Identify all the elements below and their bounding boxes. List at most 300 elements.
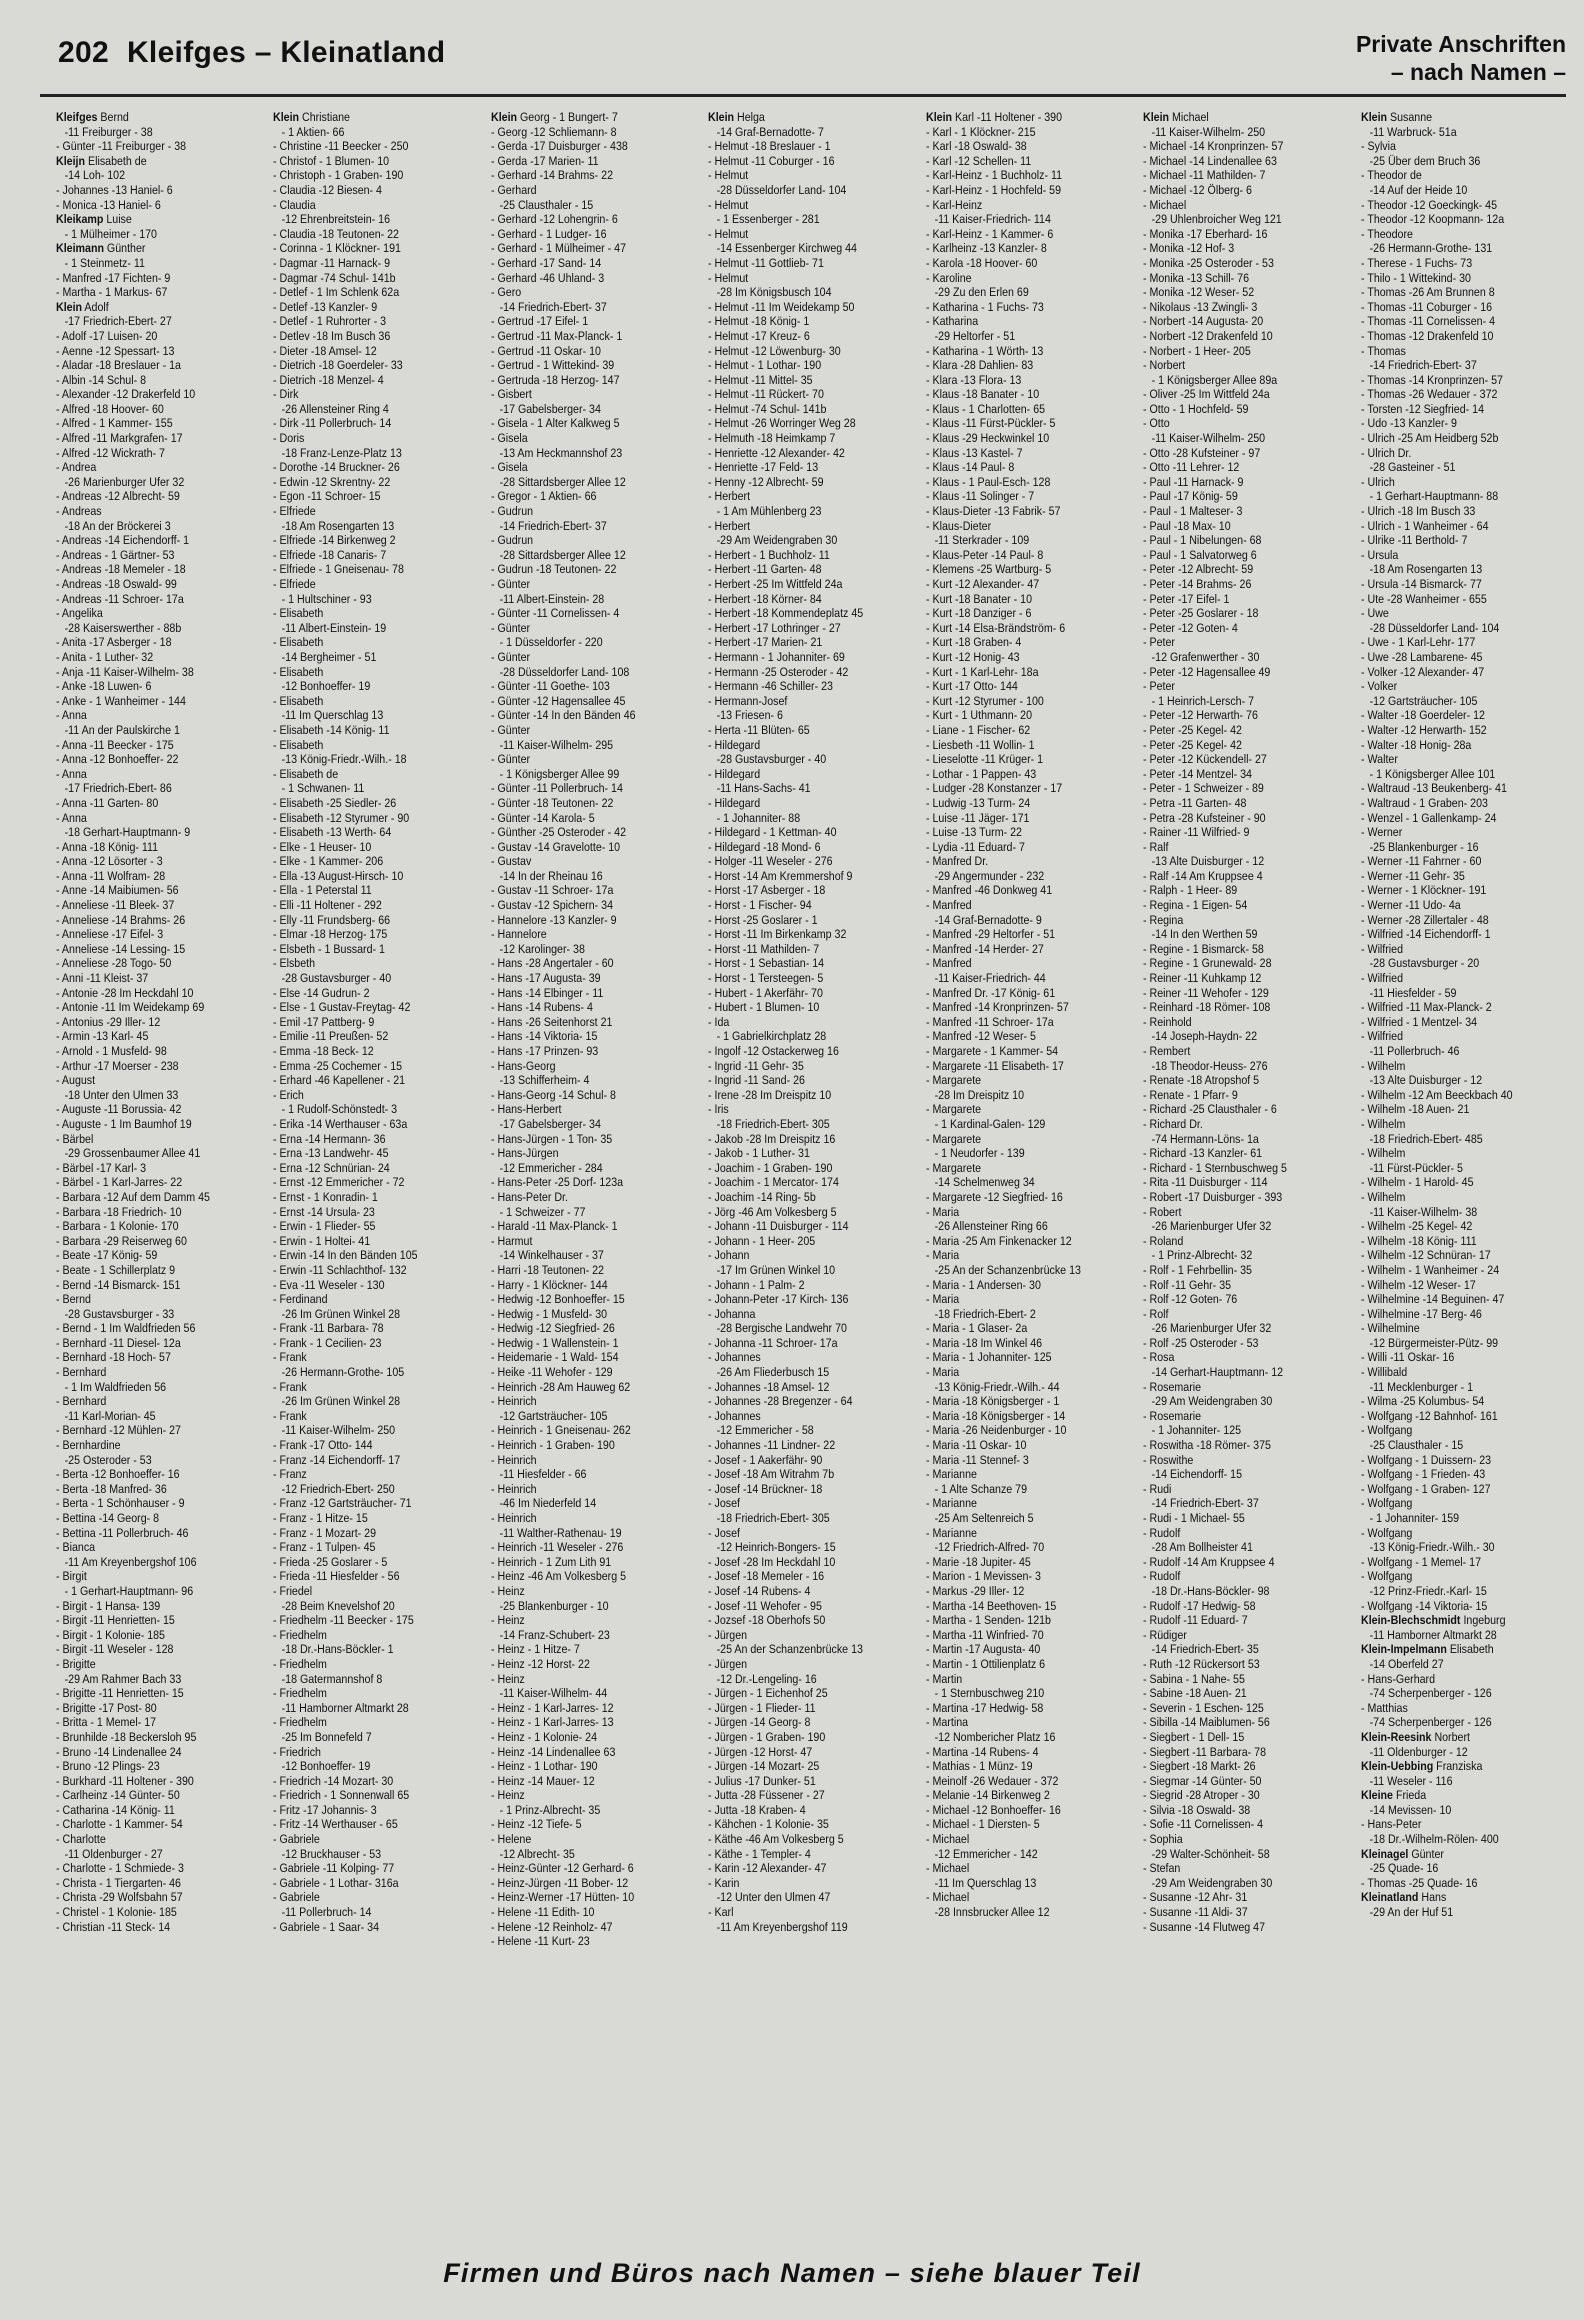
listing-entry: - Herbert -18 Körner- 84 <box>708 591 822 606</box>
listing-entry: - Josef -14 Rubens- 4 <box>708 1583 811 1598</box>
listing-entry: - Bernd -14 Bismarck- 151 <box>56 1277 181 1292</box>
listing-entry: - Bernd <box>56 1292 91 1307</box>
listing-entry: -74 Hermann-Löns- 1a <box>1151 1131 1259 1146</box>
listing-entry: - Heinrich <box>490 1511 537 1525</box>
listing-entry: -14 Eichendorff- 15 <box>1151 1467 1243 1482</box>
listing-entry: - Kurt -18 Graben- 4 <box>925 635 1022 650</box>
listing-entry: - Charlotte - 1 Kammer- 54 <box>56 1817 183 1832</box>
listing-entry: -28 Bergische Landwehr 70 <box>716 1321 848 1336</box>
listing-entry: -25 Im Bonnefeld 7 <box>282 1729 373 1744</box>
listing-entry: - Franz -14 Eichendorff- 17 <box>273 1452 401 1467</box>
listing-entry: - Detlef - 1 Im Schlenk 62a <box>273 285 400 300</box>
listing-entry: - Wilma -25 Kolumbus- 54 <box>1360 1394 1484 1409</box>
listing-entry: - Georg -12 Schliemann- 8 <box>490 124 617 139</box>
listing-entry: - Gisela <box>490 431 528 446</box>
listing-entry: - Maria -11 Oskar- 10 <box>925 1438 1027 1453</box>
listing-entry: - Elisabeth <box>273 606 324 621</box>
listing-entry: - Carlheinz -14 Günter- 50 <box>56 1788 180 1803</box>
listing-entry: - Erwin -11 Schlachthof- 132 <box>273 1262 408 1277</box>
listing-entry: - Christa - 1 Tiergarten- 46 <box>56 1875 181 1890</box>
section-title-line2: – nach Namen – <box>1390 59 1566 85</box>
listing-entry: - Marion - 1 Mevissen- 3 <box>925 1569 1041 1584</box>
listing-entry: - Margarete <box>925 1073 981 1088</box>
listing-entry: - Gerhard - 1 Mülheimer - 47 <box>490 241 626 256</box>
listing-entry: - Berta -18 Manfred- 36 <box>56 1481 167 1496</box>
listing-entry: - Heinrich - 1 Gneisenau- 262 <box>490 1423 631 1438</box>
listing-entry: - Jozsef -18 Oberhofs 50 <box>708 1613 826 1628</box>
surname: Klein-Uebbing <box>1360 1759 1433 1774</box>
listing-entry: -18 Gerhart-Hauptmann- 9 <box>64 825 191 840</box>
listing-entry: - Bernhard -11 Diesel- 12a <box>56 1335 181 1350</box>
listing-entry: - Bettina -14 Georg- 8 <box>56 1511 160 1525</box>
listing-entry: - Herbert <box>708 518 751 533</box>
listing-entry: -14 Graf-Bernadotte- 9 <box>934 912 1042 927</box>
listing-entry: - Jürgen <box>708 1656 748 1671</box>
listing-entry: - Otto -11 Lehrer- 12 <box>1143 460 1240 475</box>
listing-entry: - Hans -14 Rubens- 4 <box>490 1000 593 1015</box>
listing-entry: -11 Pollerbruch- 46 <box>1369 1044 1459 1058</box>
listing-entry: - Jakob - 1 Luther- 31 <box>708 1146 811 1161</box>
listing-entry: - Dagmar -11 Harnack- 9 <box>273 255 391 270</box>
listing-entry: - Heinz - 1 Karl-Jarres- 12 <box>490 1700 614 1715</box>
listing-entry: - Gabriele - 1 Saar- 34 <box>273 1919 380 1934</box>
listing-entry: - Gustav -11 Schroer- 17a <box>490 883 614 898</box>
surname: Kleimann <box>56 241 104 256</box>
listing-entry: - Andrea <box>56 460 97 475</box>
listing-entry: - Wilhelm -12 Weser- 17 <box>1360 1277 1476 1292</box>
listing-entry: - Hubert - 1 Blumen- 10 <box>708 1000 820 1015</box>
listing-entry: - Johannes <box>708 1350 761 1365</box>
listing-entry: - Alfred -11 Markgrafen- 17 <box>56 431 183 446</box>
listing-entry: - Herbert - 1 Buchholz- 11 <box>708 547 831 562</box>
listing-entry: - Anna <box>56 766 87 781</box>
listing-entry: - Petra -28 Kufsteiner - 90 <box>1143 810 1266 825</box>
listing-entry: Klein-Reesink Norbert <box>1360 1729 1470 1744</box>
listing-entry: - Gudrun <box>490 533 533 548</box>
listing-entry: -14 Schelmenweg 34 <box>934 1175 1035 1190</box>
listing-entry: -14 Mevissen- 10 <box>1369 1802 1451 1817</box>
listing-entry: - Gisela - 1 Alter Kalkweg 5 <box>490 416 620 431</box>
listing-entry: - Fritz -14 Werthauser - 65 <box>273 1817 399 1832</box>
listing-entry: -74 Scherpenberger - 126 <box>1369 1686 1492 1701</box>
listing-entry: -14 In der Rheinau 16 <box>499 868 603 883</box>
listing-entry: - Elisabeth <box>273 635 324 650</box>
listing-entry: - Hubert - 1 Akerfähr- 70 <box>708 985 824 1000</box>
listing-entry: -11 Hiesfelder - 59 <box>1369 985 1457 1000</box>
listing-entry: - Joachim - 1 Mercator- 174 <box>708 1175 840 1190</box>
surname: Klein <box>708 110 735 124</box>
listing-entry: - Klemens -25 Wartburg- 5 <box>925 562 1051 577</box>
listing-entry: - Manfred -12 Weser- 5 <box>925 1029 1036 1044</box>
listing-entry: - Bettina -11 Pollerbruch- 46 <box>56 1525 189 1540</box>
listing-entry: - Harald -11 Max-Planck- 1 <box>490 1219 618 1234</box>
listing-entry: - Werner -11 Gehr- 35 <box>1360 868 1465 883</box>
listing-entry: - Berta - 1 Schönhauser - 9 <box>56 1496 185 1511</box>
listing-entry: -12 Bonhoeffer- 19 <box>282 1759 371 1774</box>
listing-entry: - Birgit - 1 Kolonie- 185 <box>56 1627 165 1642</box>
listing-entry: - Kurt - 1 Uthmann- 20 <box>925 708 1032 723</box>
listing-entry: - 1 Hultschiner - 93 <box>282 591 373 606</box>
listing-entry: - Walter -18 Goerdeler- 12 <box>1360 708 1485 723</box>
listing-entry: - Günter -11 Pollerbruch- 14 <box>490 781 623 796</box>
listing-entry: - Arnold - 1 Musfeld- 98 <box>56 1044 167 1058</box>
listing-entry: - Birgit -11 Henrietten- 15 <box>56 1613 175 1628</box>
listing-entry: - Jutta -28 Füssener - 27 <box>708 1788 825 1803</box>
listing-entry: - Gudrun <box>490 504 533 519</box>
listing-entry: - Wilfried -11 Max-Planck- 2 <box>1360 1000 1492 1015</box>
listing-entry: - Helmut -11 Gottlieb- 71 <box>708 255 825 270</box>
listing-entry: - Jürgen -14 Mozart- 25 <box>708 1759 820 1774</box>
listing-entry: -13 Alte Duisburger - 12 <box>1369 1073 1482 1088</box>
listing-entry: - Margarete <box>925 1102 981 1117</box>
listing-entry: - Wolfgang -14 Viktoria- 15 <box>1360 1598 1487 1613</box>
listing-entry: - 1 Prinz-Albrecht- 32 <box>1151 1248 1253 1263</box>
listing-entry: - Günter <box>490 752 530 767</box>
listing-entry: - 1 Schweizer - 77 <box>499 1204 586 1219</box>
listing-entry: - Wilhelmine <box>1360 1321 1420 1336</box>
listing-entry: -11 Im Querschlag 13 <box>934 1875 1036 1890</box>
listing-entry: - Friedrich -14 Mozart- 30 <box>273 1773 394 1788</box>
listing-entry: - Auguste - 1 Im Baumhof 19 <box>56 1116 192 1131</box>
listing-entry: -12 Emmericher - 58 <box>716 1423 814 1438</box>
listing-entry: - Wilhelm -12 Am Beeckbach 40 <box>1360 1087 1513 1102</box>
listing-entry: - Wilhelm <box>1360 1116 1405 1131</box>
listing-entry: - Karola -18 Hoover- 60 <box>925 255 1038 270</box>
listing-entry: - Armin -13 Karl- 45 <box>56 1029 149 1044</box>
listing-entry: - Günter <box>490 620 530 635</box>
surname: Kleine <box>1360 1788 1393 1803</box>
listing-entry: - Horst -11 Mathilden- 7 <box>708 941 820 956</box>
listing-entry: - Marianne <box>925 1496 977 1511</box>
listing-entry: - Rolf -12 Goten- 76 <box>1143 1292 1238 1307</box>
listing-entry: - Hedwig -12 Siegfried- 26 <box>490 1321 615 1336</box>
listing-entry: - Manfred Dr. -17 König- 61 <box>925 985 1055 1000</box>
listing-entry: - 1 Königsberger Allee 89a <box>1151 372 1278 387</box>
listing-entry: - Klaus-Dieter -13 Fabrik- 57 <box>925 504 1061 519</box>
listing-entry: - Kurt -12 Styrumer - 100 <box>925 693 1044 708</box>
listing-entry: - Hannelore <box>490 927 547 942</box>
listing-entry: - Jürgen - 1 Eichenhof 25 <box>708 1686 828 1701</box>
listing-entry: - Hildegard <box>708 737 761 752</box>
listing-entry: - Henriette -17 Feld- 13 <box>708 460 819 475</box>
surname: Kleikamp <box>56 212 104 227</box>
listing-entry: - Joachim -14 Ring- 5b <box>708 1189 817 1204</box>
listing-entry: - Günter -11 Freiburger - 38 <box>56 139 187 154</box>
listing-entry: - Herta -11 Blüten- 65 <box>708 722 810 737</box>
listing-entry: - Michael -14 Lindenallee 63 <box>1143 153 1277 168</box>
listing-entry: - Rolf - 1 Fehrbellin- 35 <box>1143 1262 1253 1277</box>
listing-entry: - Ursula <box>1360 547 1398 562</box>
listing-entry: - Günter <box>490 649 530 664</box>
listing-entry: -26 Marienburger Ufer 32 <box>64 474 185 489</box>
listing-entry: - Erna -12 Schnürian- 24 <box>273 1160 391 1175</box>
listing-entry: - Rembert <box>1143 1044 1191 1058</box>
listing-entry: - Ralf -14 Am Kruppsee 4 <box>1143 868 1263 883</box>
listing-entry: -11 Oldenburger - 12 <box>1369 1744 1468 1759</box>
listing-entry: -18 Dr.-Hans-Böckler- 98 <box>1151 1583 1270 1598</box>
listing-entry: - Friedhelm <box>273 1686 328 1701</box>
listing-entry: -12 Grafenwerther - 30 <box>1151 649 1260 664</box>
listing-entry: - Rolf -11 Gehr- 35 <box>1143 1277 1232 1292</box>
listing-entry: Kleine Frieda <box>1360 1788 1426 1803</box>
listing-entry: - Martha - 1 Markus- 67 <box>56 285 168 300</box>
listing-entry: - Rudolf -17 Hedwig- 58 <box>1143 1598 1256 1613</box>
listing-entry: - Frieda -11 Hiesfelder - 56 <box>273 1569 400 1584</box>
listing-entry: Klein-Blechschmidt Ingeburg <box>1360 1613 1506 1628</box>
listing-entry: - Rita -11 Duisburger - 114 <box>1143 1175 1268 1190</box>
listing-entry: - Heinz -46 Am Volkesberg 5 <box>490 1569 626 1584</box>
listing-entry: - Manfred -14 Herder- 27 <box>925 941 1044 956</box>
listing-entry: - Alfred -12 Wickrath- 7 <box>56 445 165 460</box>
listing-entry: - Hans-Jürgen - 1 Ton- 35 <box>490 1131 613 1146</box>
listing-entry: -18 Dr.-Wilhelm-Rölen- 400 <box>1369 1832 1499 1847</box>
listing-entry: - Paul -17 König- 59 <box>1143 489 1238 504</box>
listing-entry: - Ulrich Dr. <box>1360 445 1411 460</box>
listing-entry: - Hans-Gerhard <box>1360 1671 1435 1686</box>
listing-entry: Klein-Impelmann Elisabeth <box>1360 1642 1494 1657</box>
listing-entry: - Monika -25 Osteroder - 53 <box>1143 255 1275 270</box>
listing-entry: - Richard -13 Kanzler- 61 <box>1143 1146 1263 1161</box>
listing-entry: - Heinz-Jürgen -11 Bober- 12 <box>490 1875 629 1890</box>
listing-entry: - Ingrid -11 Sand- 26 <box>708 1073 806 1088</box>
listing-entry: - Gertrud -11 Max-Planck- 1 <box>490 328 623 343</box>
listing-entry: -14 Friedrich-Ebert- 37 <box>1369 358 1477 373</box>
listing-entry: - 1 Essenberger - 281 <box>716 212 820 227</box>
listing-entry: - Günter <box>490 577 530 591</box>
listing-entry: - Anne -14 Maibiumen- 56 <box>56 883 179 898</box>
listing-entry: -12 Friedrich-Ebert- 250 <box>282 1481 396 1496</box>
listing-entry: -11 Albert-Einstein- 28 <box>499 591 605 606</box>
listing-entry: - Petra -11 Garten- 48 <box>1143 795 1247 810</box>
listing-entry: - Sabina - 1 Nahe- 55 <box>1143 1671 1245 1686</box>
listing-entry: Klein Karl -11 Holtener - 390 <box>925 110 1062 124</box>
listing-entry: - Wolfgang - 1 Frieden- 43 <box>1360 1467 1485 1482</box>
listing-entry: - Susanne -11 Aldi- 37 <box>1143 1905 1248 1920</box>
surname: Klein <box>1143 110 1170 124</box>
listing-entry: - Karin <box>708 1875 740 1890</box>
listing-entry: - Günter -18 Teutonen- 22 <box>490 795 614 810</box>
listing-entry: -11 Hiesfelder - 66 <box>499 1467 587 1482</box>
listing-entry: - Thomas -26 Wedauer - 372 <box>1360 387 1497 402</box>
listing-entry: -14 Friedrich-Ebert- 37 <box>499 518 607 533</box>
listing-entry: - Peter -25 Kegel- 42 <box>1143 722 1243 737</box>
listing-entry: Klein Christiane <box>273 110 351 124</box>
listing-entry: - Andreas -11 Schroer- 17a <box>56 591 184 606</box>
listing-entry: - Gregor - 1 Aktien- 66 <box>490 489 597 504</box>
listing-entry: -11 Im Querschlag 13 <box>282 708 384 723</box>
listing-entry: - Kurt - 1 Karl-Lehr- 18a <box>925 664 1039 679</box>
listing-entry: -12 Bruckhauser - 53 <box>282 1846 382 1861</box>
listing-entry: - Christian -11 Steck- 14 <box>56 1919 171 1934</box>
listing-entry: - Ulrich -25 Am Heidberg 52b <box>1360 431 1498 446</box>
listing-entry: - Waltraud - 1 Graben- 203 <box>1360 795 1488 810</box>
listing-entry: - Hermann - 1 Johanniter- 69 <box>708 649 846 664</box>
listing-entry: -12 Heinrich-Bongers- 15 <box>716 1540 836 1555</box>
listing-entry: - Dieter -18 Amsel- 12 <box>273 343 378 358</box>
listing-entry: - Uwe -28 Lambarene- 45 <box>1360 649 1482 664</box>
listing-entry: - Ferdinand <box>273 1292 328 1307</box>
listing-entry: - Uwe - 1 Karl-Lehr- 177 <box>1360 635 1475 650</box>
listing-entry: - Theodor -12 Goeckingk- 45 <box>1360 197 1497 212</box>
listing-entry: -29 Grossenbaumer Allee 41 <box>64 1146 201 1161</box>
listing-entry: - Rudolf <box>1143 1569 1181 1584</box>
listing-entry: -28 Am Bollheister 41 <box>1151 1540 1254 1555</box>
listing-entry: -18 Franz-Lenze-Platz 13 <box>282 445 403 460</box>
listing-entry: -29 Zu den Erlen 69 <box>934 285 1029 300</box>
listing-entry: - Heinrich <box>490 1452 537 1467</box>
listing-entry: - Johannes -13 Haniel- 6 <box>56 182 173 197</box>
listing-entry: - Margarete - 1 Kammer- 54 <box>925 1044 1058 1058</box>
listing-entry: -17 Im Grünen Winkel 10 <box>716 1262 836 1277</box>
listing-entry: -18 An der Bröckerei 3 <box>64 518 171 533</box>
listing-entry: -11 Kaiser-Wilhelm- 44 <box>499 1686 608 1701</box>
listing-entry: -28 Düsseldorfer Land- 104 <box>716 182 847 197</box>
listing-entry: - Michael -12 Ölberg- 6 <box>1143 182 1253 197</box>
listing-entry: -18 Friedrich-Ebert- 485 <box>1369 1131 1483 1146</box>
listing-entry: -28 Düsseldorfer Land- 108 <box>499 664 630 679</box>
listing-column <box>708 110 883 2240</box>
listing-entry: - Rolf <box>1143 1306 1169 1321</box>
listing-entry: - 1 Königsberger Allee 101 <box>1369 766 1495 781</box>
listing-entry: - Maria <box>925 1204 959 1219</box>
listing-entry: -12 Nombericher Platz 16 <box>934 1729 1056 1744</box>
listing-entry: - 1 Schwanen- 11 <box>282 781 365 796</box>
listing-entry: -18 Theodor-Heuss- 276 <box>1151 1058 1268 1073</box>
listing-entry: - Martha -14 Beethoven- 15 <box>925 1598 1057 1613</box>
listing-entry: - Andreas <box>56 504 102 519</box>
listing-entry: - Hans -14 Elbinger - 11 <box>490 985 604 1000</box>
listing-entry: - Heinrich -28 Am Hauweg 62 <box>490 1379 631 1394</box>
listing-entry: - Kurt -17 Otto- 144 <box>925 679 1018 694</box>
listing-entry: - Ulrich -18 Im Busch 33 <box>1360 504 1475 519</box>
listing-entry: - Anneliese -14 Lessing- 15 <box>56 941 186 956</box>
listing-entry: - Johanna <box>708 1306 756 1321</box>
listing-entry: - Thomas -26 Am Brunnen 8 <box>1360 285 1495 300</box>
listing-entry: - Wolfgang - 1 Graben- 127 <box>1360 1481 1491 1496</box>
listing-entry: - Walter <box>1360 752 1398 767</box>
listing-entry: - Birgit -11 Weseler - 128 <box>56 1642 174 1657</box>
listing-entry: - Wilfried - 1 Mentzel- 34 <box>1360 1014 1477 1029</box>
listing-entry: - Karoline <box>925 270 972 285</box>
listing-entry: -18 Friedrich-Ebert- 305 <box>716 1511 830 1525</box>
listing-entry: - Walter -12 Herwarth- 152 <box>1360 722 1487 737</box>
listing-entry: - Heinz -12 Tiefe- 5 <box>490 1817 582 1832</box>
listing-entry: -11 Hamborner Altmarkt 28 <box>1369 1627 1497 1642</box>
listing-entry: - Anita - 1 Luther- 32 <box>56 649 154 664</box>
listing-entry: - Andreas - 1 Gärtner- 53 <box>56 547 175 562</box>
listing-entry: - Sofie -11 Cornelissen- 4 <box>1143 1817 1264 1832</box>
listing-entry: - Harri -18 Teutonen- 22 <box>490 1262 604 1277</box>
listing-entry: - Elfriede <box>273 577 317 591</box>
listing-entry: - Anita -17 Asberger - 18 <box>56 635 172 650</box>
listing-entry: -18 Am Rosengarten 13 <box>282 518 395 533</box>
listing-entry: - 1 Gabrielkirchplatz 28 <box>716 1029 827 1044</box>
listing-entry: - Christa -29 Wolfsbahn 57 <box>56 1890 183 1905</box>
listing-entry: - Dirk -11 Pollerbruch- 14 <box>273 416 392 431</box>
listing-entry: - Klara -13 Flora- 13 <box>925 372 1022 387</box>
listing-entry: - Frank <box>273 1379 308 1394</box>
listing-entry: - Wolfgang <box>1360 1496 1412 1511</box>
listing-entry: - Wilhelm -18 Auen- 21 <box>1360 1102 1469 1117</box>
listing-entry: - Roswitha -18 Römer- 375 <box>1143 1438 1272 1453</box>
listing-columns <box>56 110 1564 2240</box>
listing-entry: - Andreas -14 Eichendorff- 1 <box>56 533 190 548</box>
listing-entry: -26 Im Grünen Winkel 28 <box>282 1306 401 1321</box>
listing-entry: - Martin -17 Augusta- 40 <box>925 1642 1041 1657</box>
listing-entry: - Karl - 1 Klöckner- 215 <box>925 124 1036 139</box>
listing-entry: - Bärbel <box>56 1131 94 1146</box>
listing-entry: - Aladar -18 Breslauer - 1a <box>56 358 181 373</box>
listing-entry: - Heinz <box>490 1671 525 1686</box>
listing-entry: - Ida <box>708 1014 730 1029</box>
listing-entry: - Peter -25 Kegel- 42 <box>1143 737 1243 752</box>
listing-entry: - Elisabeth -14 König- 11 <box>273 722 390 737</box>
listing-entry: - Monika -13 Schill- 76 <box>1143 270 1250 285</box>
listing-entry: - Maria - 1 Johanniter- 125 <box>925 1350 1052 1365</box>
listing-entry: - Theodore <box>1360 226 1413 241</box>
surname: Klein-Reesink <box>1360 1729 1432 1744</box>
listing-entry: - Gertrud -17 Eifel- 1 <box>490 314 588 329</box>
listing-entry: - Lieselotte -11 Krüger- 1 <box>925 752 1043 767</box>
listing-entry: Klein Helga <box>708 110 766 124</box>
listing-entry: - Siegbert -11 Barbara- 78 <box>1143 1744 1267 1759</box>
listing-entry: - Wilhelmine -14 Beguinen- 47 <box>1360 1292 1504 1307</box>
listing-entry: - Johann - 1 Heer- 205 <box>708 1233 816 1248</box>
listing-entry: - Monika -12 Hof- 3 <box>1143 241 1235 256</box>
listing-entry: - Johann-Peter -17 Kirch- 136 <box>708 1292 849 1307</box>
section-title-line1: Private Anschriften <box>1355 31 1566 57</box>
listing-entry: - Ute -28 Wanheimer - 655 <box>1360 591 1487 606</box>
listing-entry: -12 Gartsträucher- 105 <box>1369 693 1477 708</box>
listing-entry: - Egon -11 Schroer- 15 <box>273 489 382 504</box>
listing-entry: - Angelika <box>56 606 103 621</box>
listing-entry: -25 An der Schanzenbrücke 13 <box>934 1262 1081 1277</box>
listing-entry: - Christine -11 Beecker - 250 <box>273 139 409 154</box>
listing-entry: - Heinz - 1 Kolonie- 24 <box>490 1729 597 1744</box>
listing-entry: - Erwin - 1 Holtei- 41 <box>273 1233 371 1248</box>
listing-entry: - Mathias - 1 Münz- 19 <box>925 1759 1033 1774</box>
listing-entry: - Klaus - 1 Paul-Esch- 128 <box>925 474 1051 489</box>
listing-entry: - Josef - 1 Aakerfähr- 90 <box>708 1452 823 1467</box>
listing-entry: - Peter <box>1143 679 1176 694</box>
listing-entry: - Josef <box>708 1496 741 1511</box>
listing-entry: - Karl-Heinz - 1 Kammer- 6 <box>925 226 1053 241</box>
listing-entry: - Elly -11 Frundsberg- 66 <box>273 912 391 927</box>
listing-entry: - Helene -11 Edith- 10 <box>490 1905 595 1920</box>
listing-entry: - Gabriele <box>273 1890 321 1905</box>
listing-entry: -25 Quade- 16 <box>1369 1861 1438 1876</box>
listing-entry: - Erika -14 Werthauser - 63a <box>273 1116 408 1131</box>
listing-entry: -13 Alte Duisburger - 12 <box>1151 854 1265 869</box>
listing-entry: - Arthur -17 Moerser - 238 <box>56 1058 179 1073</box>
listing-entry: - Thomas -11 Coburger - 16 <box>1360 299 1492 314</box>
listing-entry: - Frank - 1 Cecilien- 23 <box>273 1335 382 1350</box>
listing-entry: - Eva -11 Weseler - 130 <box>273 1277 385 1292</box>
listing-entry: -46 Im Niederfeld 14 <box>499 1496 596 1511</box>
listing-entry: - Catharina -14 König- 11 <box>56 1802 175 1817</box>
listing-entry: - Manfred -46 Donkweg 41 <box>925 883 1052 898</box>
listing-entry: - Siegmar -14 Günter- 50 <box>1143 1773 1262 1788</box>
listing-entry: -28 Innsbrucker Allee 12 <box>934 1905 1050 1920</box>
listing-entry: - Siegbert -18 Markt- 26 <box>1143 1759 1256 1774</box>
listing-entry: - Hermann -46 Schiller- 23 <box>708 679 834 694</box>
listing-entry: - Rosa <box>1143 1350 1175 1365</box>
listing-entry: - Bruno -12 Plings- 23 <box>56 1759 160 1774</box>
listing-entry: - Klaus -14 Paul- 8 <box>925 460 1014 475</box>
listing-entry: - Bruno -14 Lindenallee 24 <box>56 1744 182 1759</box>
listing-entry: - Peter -12 Hagensallee 49 <box>1143 664 1271 679</box>
listing-entry: - Heinz - 1 Lothar- 190 <box>490 1759 598 1774</box>
